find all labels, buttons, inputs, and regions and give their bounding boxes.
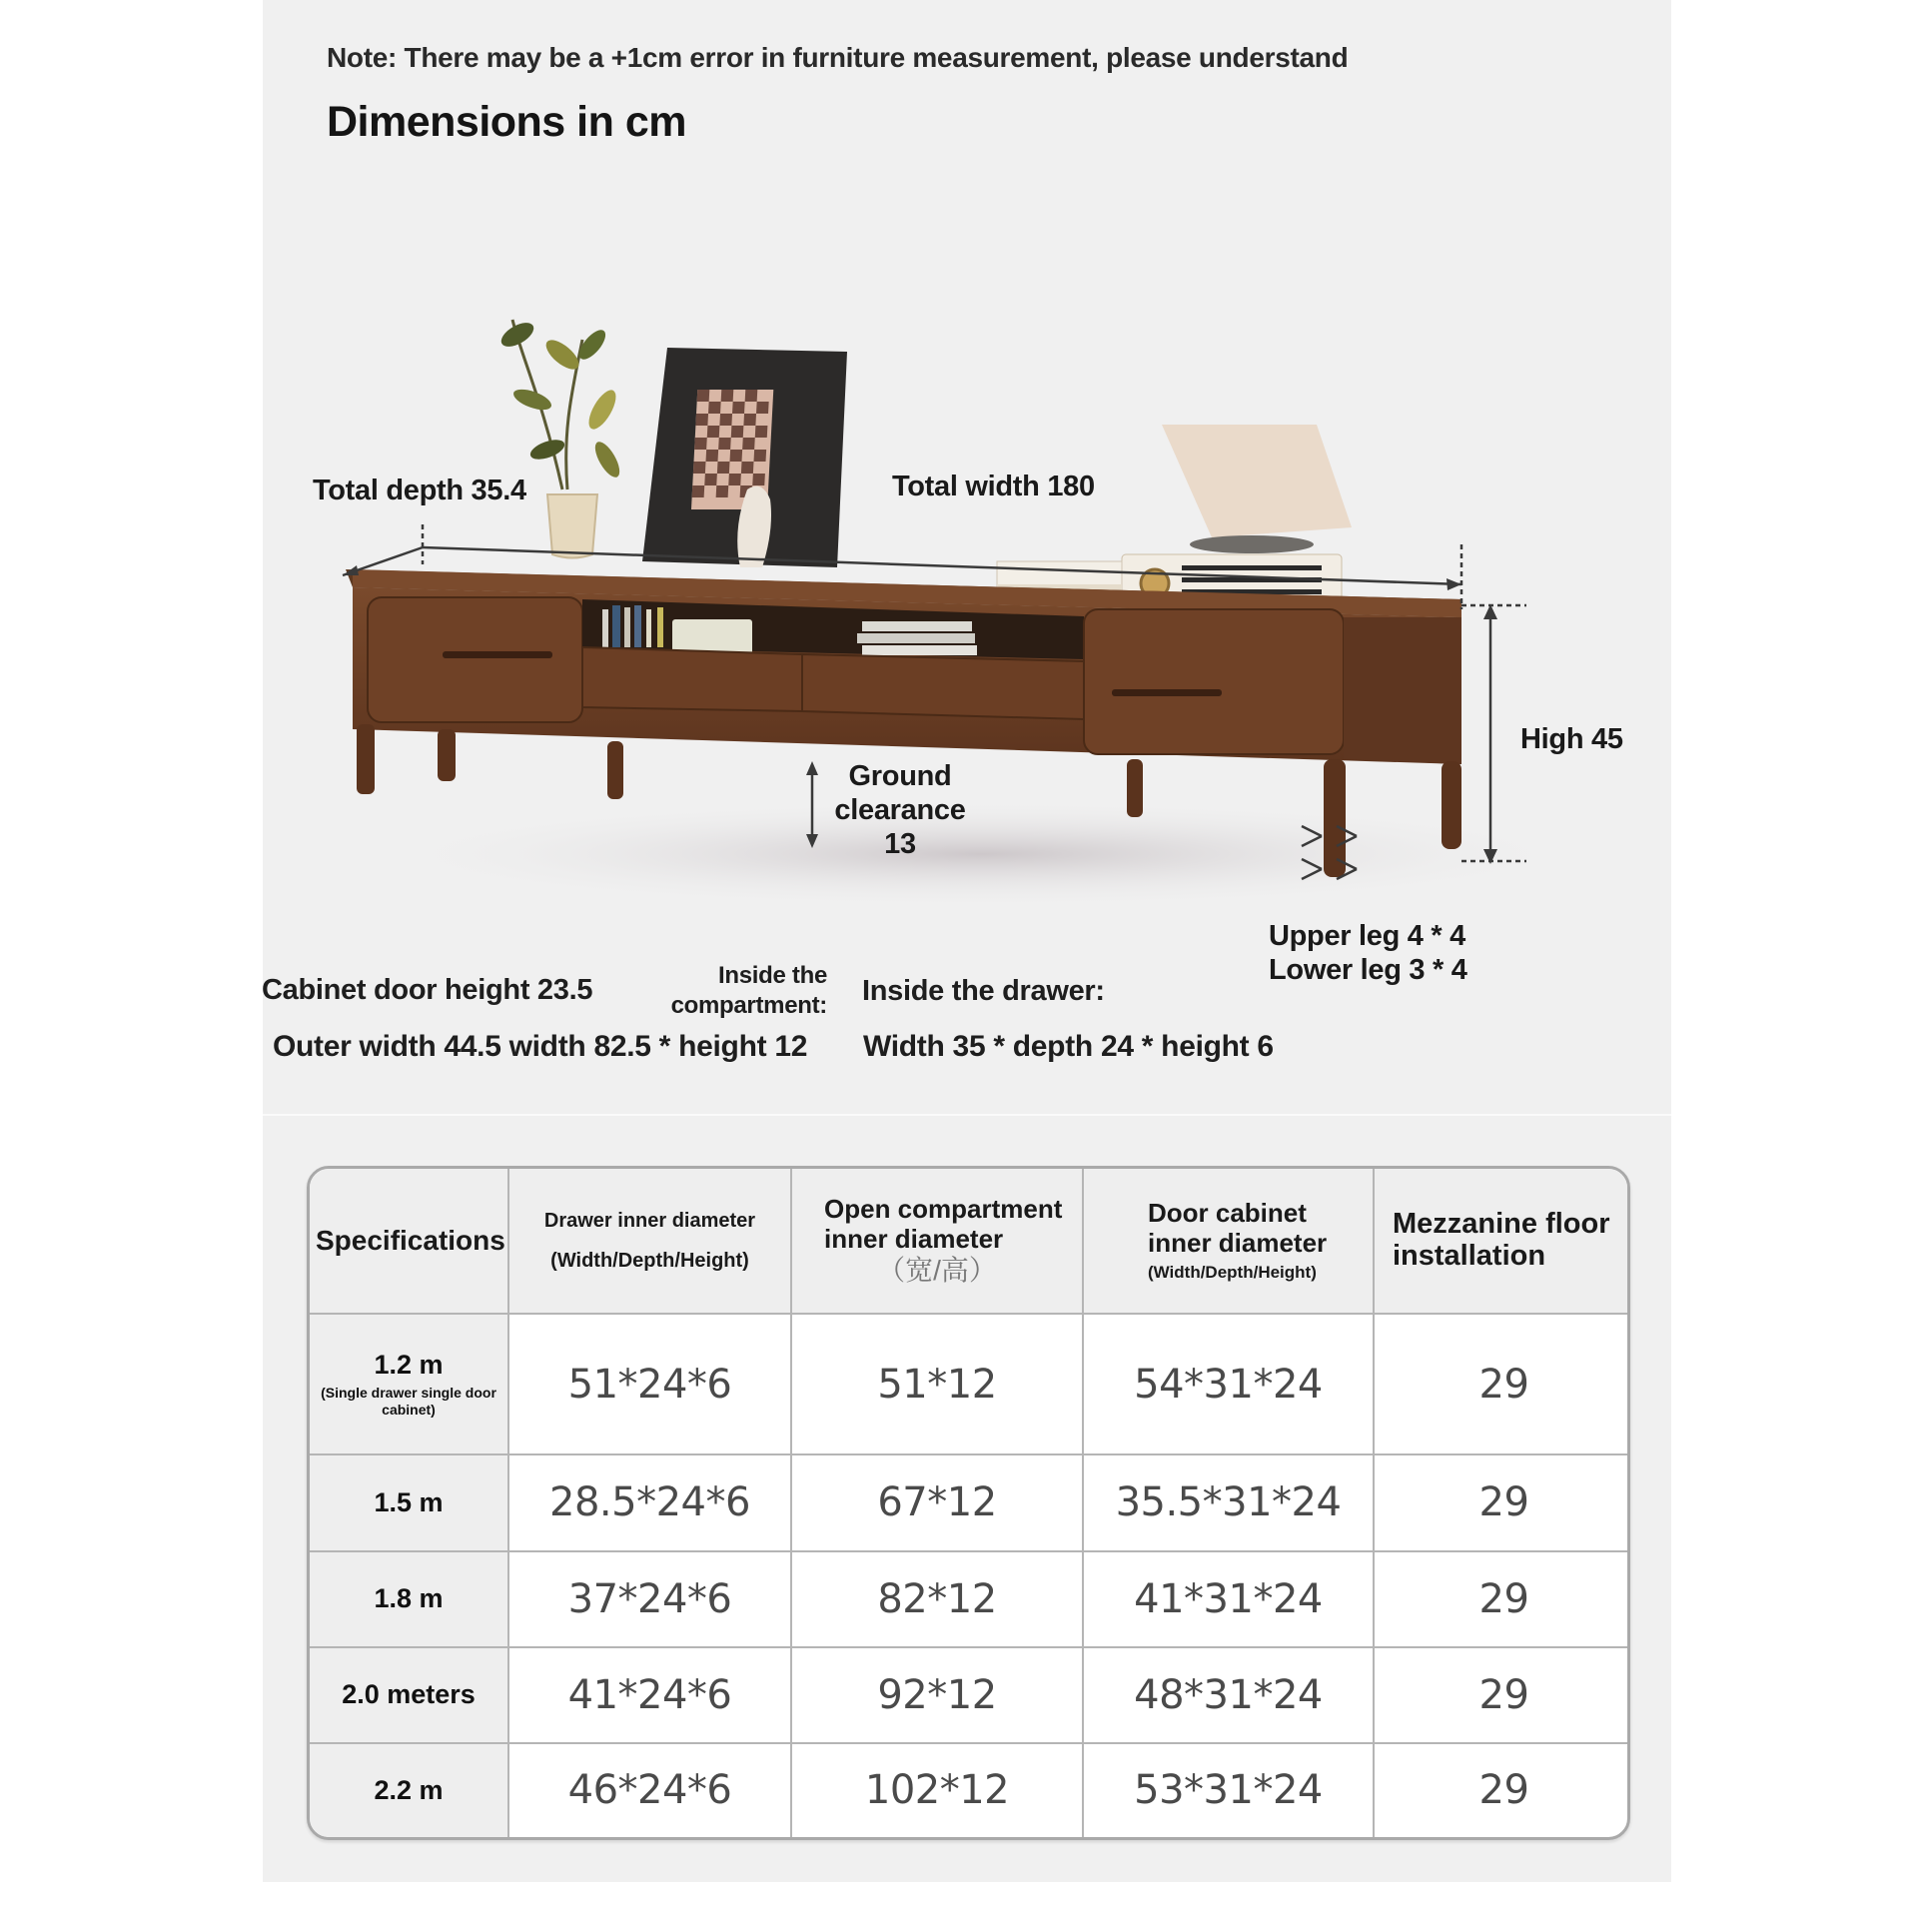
drawer-cell: 51*24*6 xyxy=(508,1314,791,1454)
page-title: Dimensions in cm xyxy=(327,98,686,146)
open-cell: 67*12 xyxy=(791,1454,1083,1550)
open-cell: 92*12 xyxy=(791,1647,1083,1743)
header-specifications: Specifications xyxy=(310,1169,508,1314)
header-door-cabinet: Door cabinet inner diameter (Width/Depth/Height) xyxy=(1083,1169,1374,1314)
record-player-icon xyxy=(997,425,1352,612)
picture-frame-icon xyxy=(642,348,847,567)
drawer-label: Inside the drawer: xyxy=(862,975,1105,1007)
cabinet-door-height-label: Cabinet door height 23.5 xyxy=(262,974,593,1006)
open-cell: 82*12 xyxy=(791,1551,1083,1647)
floor-shadow xyxy=(363,799,1601,909)
total-depth-label: Total depth 35.4 xyxy=(313,475,526,506)
drawer-cell: 41*24*6 xyxy=(508,1647,791,1743)
lower-leg-label: Lower leg 3 * 4 xyxy=(1269,954,1467,986)
door-cell: 35.5*31*24 xyxy=(1083,1454,1374,1550)
drawer-cell: 37*24*6 xyxy=(508,1551,791,1647)
specifications-table xyxy=(307,1166,1630,1840)
header-mezzanine: Mezzanine floor installation xyxy=(1374,1169,1630,1314)
open-cell: 51*12 xyxy=(791,1314,1083,1454)
right-door xyxy=(1084,609,1344,754)
door-cell: 53*31*24 xyxy=(1083,1743,1374,1837)
measurement-note: Note: There may be a +1cm error in furniture measurement, please understand xyxy=(327,42,1349,73)
spec-cell: 1.5 m xyxy=(310,1454,508,1550)
total-width-label: Total width 180 xyxy=(892,471,1095,502)
mezzanine-cell: 29 xyxy=(1374,1647,1630,1743)
upper-leg-label: Upper leg 4 * 4 xyxy=(1269,920,1465,952)
section-divider xyxy=(263,1114,1671,1116)
header-drawer-inner: Drawer inner diameter (Width/Depth/Height) xyxy=(508,1169,791,1314)
spec-cell: 2.2 m xyxy=(310,1743,508,1837)
compartment-value: Outer width 44.5 width 82.5 * height 12 xyxy=(273,1030,808,1063)
ground-clearance-label: Ground clearance 13 xyxy=(834,760,966,860)
compartment-label: Inside the compartment: xyxy=(670,962,827,1019)
height-label: High 45 xyxy=(1520,723,1623,755)
mezzanine-cell: 29 xyxy=(1374,1743,1630,1837)
mezzanine-cell: 29 xyxy=(1374,1314,1630,1454)
plant-icon xyxy=(497,318,624,557)
table-row xyxy=(310,1743,1630,1837)
left-door xyxy=(368,597,582,722)
table-header-row xyxy=(310,1169,1630,1314)
spec-cell: 2.0 meters xyxy=(310,1647,508,1743)
drawer-cell: 46*24*6 xyxy=(508,1743,791,1837)
table-row xyxy=(310,1647,1630,1743)
drawer-value: Width 35 * depth 24 * height 6 xyxy=(863,1030,1274,1063)
door-cell: 48*31*24 xyxy=(1083,1647,1374,1743)
mezzanine-cell: 29 xyxy=(1374,1454,1630,1550)
table-row xyxy=(310,1454,1630,1550)
door-cell: 54*31*24 xyxy=(1083,1314,1374,1454)
mezzanine-cell: 29 xyxy=(1374,1551,1630,1647)
header-open-compartment: Open compartment inner diameter （宽/高） xyxy=(791,1169,1083,1314)
spec-cell: 1.8 m xyxy=(310,1551,508,1647)
leg-dimensions-label xyxy=(1269,919,1467,987)
open-cell: 102*12 xyxy=(791,1743,1083,1837)
spec-cell: 1.2 m (Single drawer single door cabinet) xyxy=(310,1314,508,1454)
table-row xyxy=(310,1314,1630,1454)
table-row xyxy=(310,1551,1630,1647)
drawer-cell: 28.5*24*6 xyxy=(508,1454,791,1550)
door-cell: 41*31*24 xyxy=(1083,1551,1374,1647)
